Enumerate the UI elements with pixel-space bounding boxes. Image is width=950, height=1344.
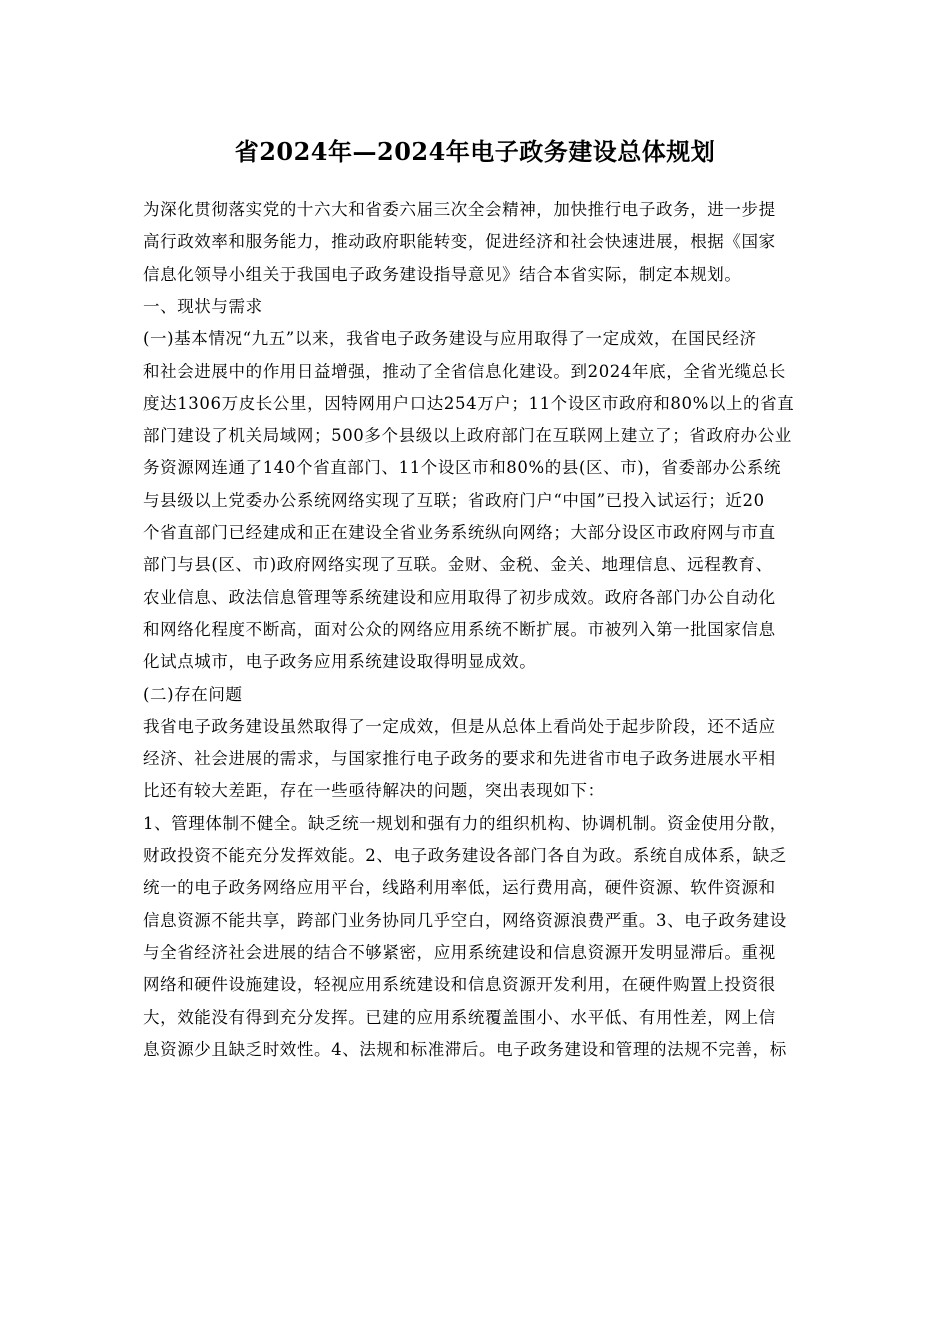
body-line: 高行政效率和服务能力，推动政府职能转变，促进经济和社会快速进展，根据《国家 [143,232,776,252]
body-line: 与全省经济社会进展的结合不够紧密，应用系统建设和信息资源开发明显滞后。重视 [143,942,776,962]
body-line: 网络和硬件设施建设，轻视应用系统建设和信息资源开发利用，在硬件购置上投资很 [143,975,776,995]
body-line: 部门建设了机关局域网；500多个县级以上政府部门在互联网上建立了；省政府办公业 [143,426,792,446]
body-line: (二)存在问题 [143,684,243,704]
body-line: 信息资源不能共享，跨部门业务协同几乎空白，网络资源浪费严重。3、电子政务建设 [143,910,787,930]
body-line: 和社会进展中的作用日益增强，推动了全省信息化建设。到2024年底，全省光缆总长 [143,361,786,381]
body-line: 经济、社会进展的需求，与国家推行电子政务的要求和先进省市电子政务进展水平相 [143,749,776,769]
body-line: 比还有较大差距，存在一些亟待解决的问题，突出表现如下： [143,781,605,801]
body-line: (一)基本情况“九五”以来，我省电子政务建设与应用取得了一定成效，在国民经济 [143,329,757,349]
body-line: 息资源少且缺乏时效性。4、法规和标准滞后。电子政务建设和管理的法规不完善，标 [143,1039,787,1059]
body-line: 信息化领导小组关于我国电子政务建设指导意见》结合本省实际，制定本规划。 [143,264,742,284]
body-line: 农业信息、政法信息管理等系统建设和应用取得了初步成效。政府各部门办公自动化 [143,587,776,607]
body-line: 财政投资不能充分发挥效能。2、电子政务建设各部门各自为政。系统自成体系，缺乏 [143,846,787,865]
body-line: 度达1306万皮长公里，因特网用户口达254万户；11个设区市政府和80%以上的省直 [143,393,795,413]
body-line: 部门与县(区、市)政府网络实现了互联。金财、金税、金关、地理信息、远程教育、 [143,555,773,575]
body-line: 大，效能没有得到充分发挥。已建的应用系统覆盖围小、水平低、有用性差，网上信 [143,1007,776,1027]
body-line: 和网络化程度不断高，面对公众的网络应用系统不断扩展。市被列入第一批国家信息 [143,619,776,639]
body-line: 1、管理体制不健全。缺乏统一规划和强有力的组织机构、协调机制。资金使用分散， [143,813,787,833]
body-line: 统一的电子政务网络应用平台，线路利用率低，运行费用高，硬件资源、软件资源和 [143,878,776,898]
body-line: 务资源网连通了140个省直部门、11个设区市和80%的县(区、市)，省委部办公系统 [143,458,782,478]
body-line: 个省直部门已经建成和正在建设全省业务系统纵向网络；大部分设区市政府网与市直 [143,523,776,542]
body-line: 化试点城市，电子政务应用系统建设取得明显成效。 [143,652,537,672]
body-line: 为深化贯彻落实党的十六大和省委六届三次全会精神，加快推行电子政务，进一步提 [143,200,776,219]
body-line: 我省电子政务建设虽然取得了一定成效，但是从总体上看尚处于起步阶段，还不适应 [143,716,776,736]
body-line: 一、现状与需求 [143,296,263,316]
body-line: 与县级以上党委办公系统网络实现了互联；省政府门户“中国”已投入试运行；近20 [143,490,765,510]
document-title: 省2024年—2024年电子政务建设总体规划 [234,137,716,166]
